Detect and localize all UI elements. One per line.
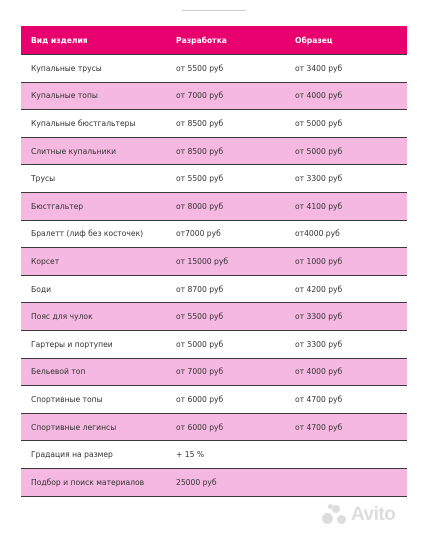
cell-product: Гартеры и портупеи [31, 339, 113, 349]
table-row [21, 110, 407, 138]
table-row [21, 331, 407, 359]
cell-product: Купальные топы [31, 91, 98, 101]
cell-sample: от 5000 руб [295, 118, 343, 128]
cell-development: от 7000 руб [176, 91, 224, 101]
cell-sample: от 4000 руб [295, 367, 343, 377]
cell-development: от 8500 руб [176, 146, 224, 156]
cell-product: Градация на размер [31, 450, 113, 460]
header-sample: Образец [295, 35, 333, 45]
cell-product: Спортивные легинсы [31, 422, 117, 432]
cell-product: Боди [31, 284, 52, 294]
cell-development: от 5000 руб [176, 339, 224, 349]
cell-product: Слитные купальники [31, 146, 117, 156]
table-row [21, 276, 407, 304]
avito-watermark [322, 504, 395, 526]
cell-development: от 6000 руб [176, 422, 224, 432]
table-row [21, 221, 407, 249]
top-divider [182, 10, 246, 11]
cell-product: Бралетт (лиф без косточек) [31, 229, 144, 239]
cell-product: Корсет [31, 256, 60, 266]
cell-product: Спортивные топы [31, 394, 103, 404]
cell-product: Пояс для чулок [31, 312, 93, 322]
cell-product: Бельевой топ [31, 367, 86, 377]
table-row [21, 138, 407, 166]
table-row [21, 386, 407, 414]
table-row [21, 165, 407, 193]
cell-development: от7000 руб [176, 229, 221, 239]
cell-product: Купальные трусы [31, 63, 102, 73]
cell-sample: от 3300 руб [295, 339, 343, 349]
header-product: Вид изделия [31, 35, 88, 45]
table-header-row [21, 26, 407, 55]
cell-development: от 8700 руб [176, 284, 224, 294]
cell-sample: от 4200 руб [295, 284, 343, 294]
cell-development: 25000 руб [176, 477, 217, 487]
table-row [21, 469, 407, 497]
cell-development: + 15 % [176, 450, 205, 460]
cell-product: Купальные бюстгальтеры [31, 118, 136, 128]
cell-sample: от 3300 руб [295, 174, 343, 184]
table-row [21, 303, 407, 331]
cell-sample: от4000 руб [295, 229, 340, 239]
table-row [21, 55, 407, 83]
cell-development: от 5500 руб [176, 174, 224, 184]
cell-sample: от 3400 руб [295, 63, 343, 73]
cell-product: Бюстгальтер [31, 201, 84, 211]
cell-sample: от 4000 руб [295, 91, 343, 101]
header-development: Разработка [176, 35, 227, 45]
cell-product: Подбор и поиск материалов [31, 477, 145, 487]
cell-sample: от 5000 руб [295, 146, 343, 156]
cell-sample: от 4700 руб [295, 394, 343, 404]
cell-sample: от 1000 руб [295, 256, 343, 266]
table-row [21, 441, 407, 469]
cell-sample: от 4700 руб [295, 422, 343, 432]
cell-development: от 6000 руб [176, 394, 224, 404]
avito-wordmark: Avito [351, 504, 396, 525]
avito-logo-icon [322, 504, 348, 526]
cell-development: от 5500 руб [176, 63, 224, 73]
price-table [21, 26, 407, 497]
cell-development: от 8000 руб [176, 201, 224, 211]
table-row [21, 414, 407, 442]
cell-development: от 5500 руб [176, 312, 224, 322]
table-body [21, 55, 407, 497]
table-row [21, 193, 407, 221]
table-row [21, 359, 407, 387]
table-row [21, 83, 407, 111]
cell-development: от 15000 руб [176, 256, 229, 266]
cell-development: от 8500 руб [176, 118, 224, 128]
table-row [21, 248, 407, 276]
cell-development: от 7000 руб [176, 367, 224, 377]
cell-product: Трусы [31, 174, 56, 184]
cell-sample: от 3300 руб [295, 312, 343, 322]
cell-sample: от 4100 руб [295, 201, 343, 211]
